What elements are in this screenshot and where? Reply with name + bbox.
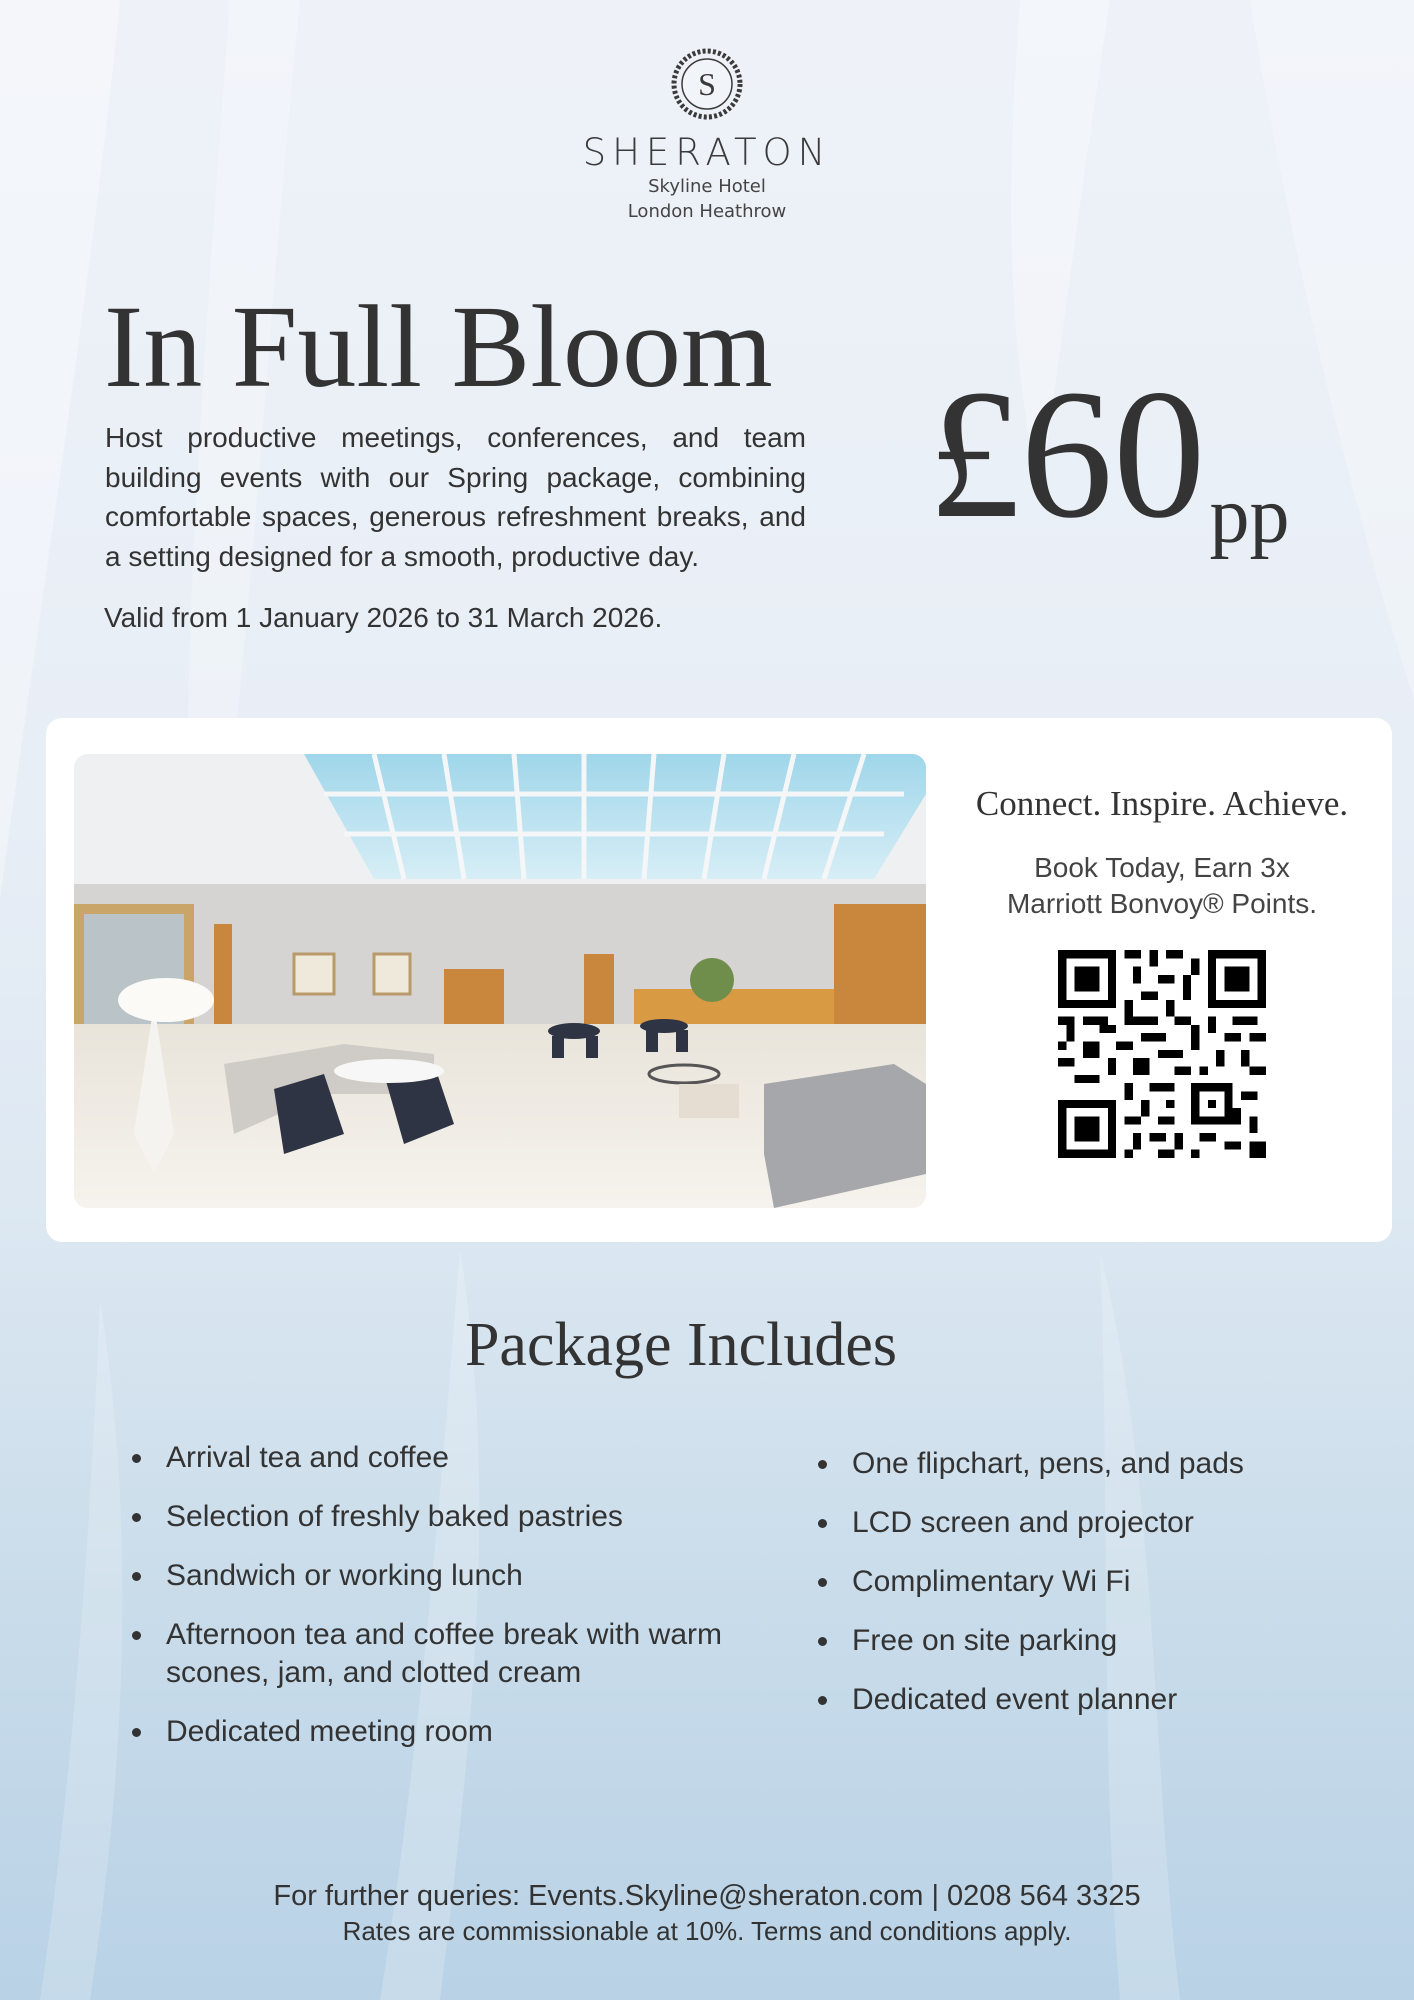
package-list-left	[132, 1439, 722, 1772]
page-title: In Full Bloom	[104, 281, 773, 412]
promo-panel	[952, 784, 1372, 1158]
list-item: Selection of freshly baked pastries	[132, 1498, 722, 1536]
brand-name: SHERATON	[582, 131, 832, 174]
atrium-lounge-photo	[74, 754, 926, 1208]
list-item: Sandwich or working lunch	[132, 1557, 722, 1595]
footer	[0, 1878, 1414, 1948]
list-item: Arrival tea and coffee	[132, 1439, 722, 1477]
property-name: Skyline Hotel	[648, 176, 766, 197]
list-item: Complimentary Wi Fi	[818, 1563, 1338, 1601]
package-title: Package Includes	[464, 1311, 898, 1379]
property-location: London Heathrow	[627, 201, 787, 222]
price-amount: £60	[928, 352, 1206, 557]
hotel-logo	[0, 48, 1414, 224]
package-list-right	[818, 1445, 1338, 1740]
validity-text: Valid from 1 January 2026 to 31 March 2026.	[104, 602, 663, 633]
price-tag	[928, 352, 1290, 560]
bonvoy-offer	[952, 850, 1372, 922]
bonvoy-offer-line-2: Marriott Bonvoy® Points.	[1006, 888, 1318, 919]
promo-tagline: Connect. Inspire. Achieve.	[975, 784, 1349, 823]
list-item: Dedicated event planner	[818, 1681, 1338, 1719]
terms-line: Rates are commissionable at 10%. Terms and conditions apply.	[342, 1916, 1072, 1946]
svg-text:S: S	[698, 66, 716, 102]
promo-card	[46, 718, 1392, 1242]
price-unit: pp	[1209, 472, 1290, 560]
booking-qr-code[interactable]	[1058, 950, 1266, 1158]
sheraton-emblem-icon	[671, 48, 743, 120]
list-item: Afternoon tea and coffee break with warm scones, jam, and clotted cream	[132, 1616, 722, 1692]
intro-paragraph: Host productive meetings, conferences, and team building events with our Spring package, combining comfortable spaces, generous refreshment breaks, and a setting designed for a smooth, productive day.	[105, 422, 806, 572]
contact-line[interactable]: For further queries: Events.Skyline@sheraton.com | 0208 564 3325	[273, 1880, 1141, 1912]
list-item: One flipchart, pens, and pads	[818, 1445, 1338, 1483]
list-item: LCD screen and projector	[818, 1504, 1338, 1542]
list-item: Dedicated meeting room	[132, 1713, 722, 1751]
list-item: Free on site parking	[818, 1622, 1338, 1660]
bonvoy-offer-line-1: Book Today, Earn 3x	[1034, 852, 1290, 883]
